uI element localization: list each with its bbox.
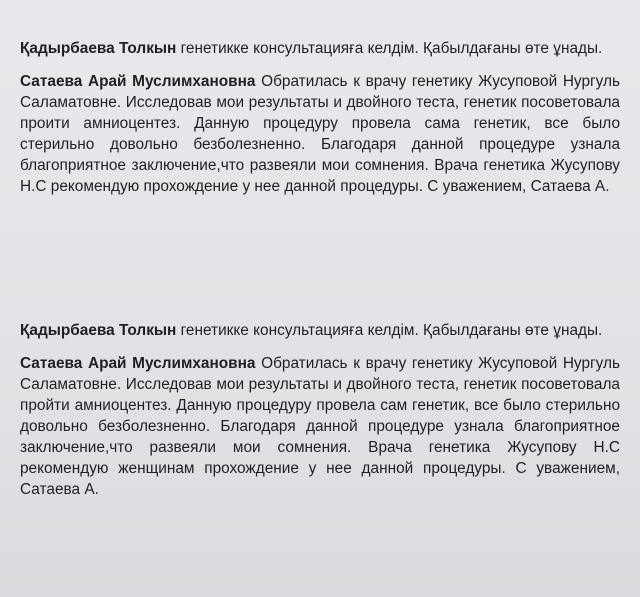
- review-section-1: [20, 38, 620, 209]
- review-section-2: [20, 320, 620, 512]
- ru-review-paragraph: [20, 353, 620, 500]
- review-text: Обратилась к врачу генетику Жусуповой Нургуль Саламатовне. Исследовав мои результаты и двойного теста, генетик посоветовала проити амниоцентез. Данную процедуру провела сама генетик, все было стерильно довольно безболезненно. Благодаря данной процедуре узнала благоприятное заключение,что развеяли мои сомнения. Врача генетика Жусупову Н.С рекомендую прохождение у нее данной процедуры. С уважением, Сатаева А.: [20, 73, 620, 195]
- reviewer-name: Қадырбаева Толкын: [20, 322, 177, 339]
- review-text: Обратилась к врачу генетику Жусуповой Нургуль Саламатовне. Исследовав мои результаты и двойного теста, генетик посоветовала пройти амниоцентез. Данную процедуру провела сам генетик, все было стерильно довольно безболезненно. Благодаря данной процедуре узнала благоприятное заключение,что развеяли мои сомнения. Врача генетика Жусупову Н.С рекомендую женщинам прохождение у нее данной процедуры. С уважением, Сатаева А.: [20, 355, 620, 498]
- reviewer-name: Қадырбаева Толкын: [20, 40, 177, 57]
- ru-review-paragraph: [20, 71, 620, 197]
- kz-review-paragraph: [20, 320, 620, 341]
- kz-review-paragraph: [20, 38, 620, 59]
- reviewer-name: Сатаева Арай Муслимхановна: [20, 355, 256, 372]
- reviewer-name: Сатаева Арай Муслимхановна: [20, 73, 256, 90]
- review-text: генетикке консультацияға келдім. Қабылдағаны өте ұнады.: [176, 322, 603, 339]
- review-text: генетикке консультацияға келдім. Қабылдағаны өте ұнады.: [176, 40, 603, 57]
